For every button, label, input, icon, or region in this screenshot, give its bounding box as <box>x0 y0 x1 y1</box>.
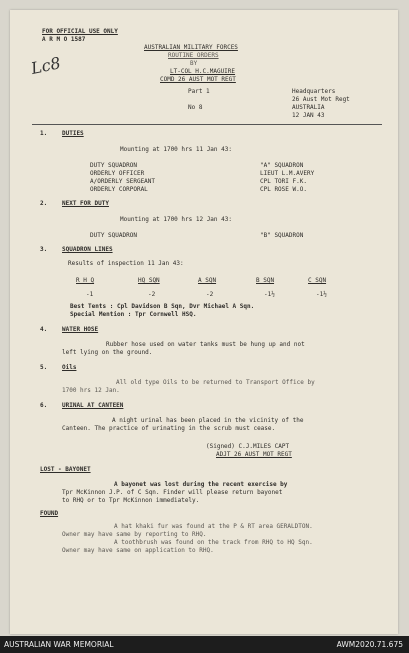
lines-value: -1½ <box>264 291 275 298</box>
section-number: 4. <box>40 326 48 333</box>
section-title-urinal: URINAL AT CANTEEN <box>62 402 124 409</box>
oils-line: All old type Oils to be returned to Transport Office by <box>116 379 315 386</box>
inspection-intro: Results of inspection 11 Jan 43: <box>68 260 184 267</box>
found-line: Owner may have same on application to RHQ. <box>62 547 214 554</box>
best-tents: Best Tents : Cpl Davidson B Sqn, Dvr Michael A Sqn. <box>70 303 255 310</box>
archive-footer <box>0 636 409 653</box>
lines-value: -1 <box>86 291 94 298</box>
section-number: 3. <box>40 246 48 253</box>
routine-orders-title: ROUTINE ORDERS <box>168 52 219 59</box>
lines-value: -2 <box>206 291 214 298</box>
reference-number: A R M O 1587 <box>42 36 86 43</box>
found-line: A hat khaki fur was found at the P & RT area GERALDTON. <box>114 523 313 530</box>
lost-line: A bayonet was lost during the recent exercise by <box>114 481 288 488</box>
lines-header: R H Q <box>76 277 95 284</box>
hq-unit: 26 Aust Mot Regt <box>292 96 350 103</box>
section-title-next-for-duty: NEXT FOR DUTY <box>62 200 109 207</box>
header-divider <box>32 124 382 125</box>
document-page <box>10 10 398 634</box>
section-title-found: FOUND <box>40 510 59 517</box>
next-duty-role: DUTY SQUADRON <box>90 232 137 239</box>
lines-header: A SQN <box>198 277 217 284</box>
signature-appointment: ADJT 26 AUST MOT REGT <box>216 451 292 458</box>
lines-value: -2 <box>148 291 156 298</box>
duty-role: ORDERLY CORPORAL <box>90 186 148 193</box>
lines-header: HQ SQN <box>138 277 160 284</box>
duty-name: CPL TORI F.K. <box>260 178 307 185</box>
section-number: 2. <box>40 200 48 207</box>
country-label: AUSTRALIA <box>292 104 325 111</box>
found-line: Owner may have same by reporting to RHQ. <box>62 531 207 538</box>
duties-intro: Mounting at 1700 hrs 11 Jan 43: <box>120 146 232 153</box>
section-number: 6. <box>40 402 48 409</box>
section-title-oils: Oils <box>62 364 77 371</box>
unit-name: COMD 26 AUST MOT REGT <box>160 76 236 83</box>
special-mention: Special Mention : Tpr Cornwell HSQ. <box>70 311 197 318</box>
lines-value: -1½ <box>316 291 327 298</box>
duty-role: ORDERLY OFFICER <box>90 170 145 177</box>
lines-header: B SQN <box>256 277 275 284</box>
part-label: Part 1 <box>188 88 210 95</box>
next-duty-name: "B" SQUADRON <box>260 232 304 239</box>
water-hose-line: left lying on the ground. <box>62 349 153 356</box>
footer-accession-number: AWM2020.71.675 <box>336 640 403 649</box>
lost-line: to RHQ or to Tpr McKinnon immediately. <box>62 497 200 504</box>
section-title-duties: DUTIES <box>62 130 84 137</box>
oils-line: 1700 hrs 12 Jan. <box>62 387 120 394</box>
duty-role: A/ORDERLY SERGEANT <box>90 178 156 185</box>
urinal-line: A night urinal has been placed in the vicinity of the <box>112 417 304 424</box>
order-date: 12 JAN 43 <box>292 112 325 119</box>
section-number: 1. <box>40 130 48 137</box>
order-number: No 8 <box>188 104 203 111</box>
classification-label: FOR OFFICIAL USE ONLY <box>42 28 118 35</box>
force-title: AUSTRALIAN MILITARY FORCES <box>144 44 238 51</box>
by-label: BY <box>190 60 198 67</box>
handwritten-annotation: Lc8 <box>29 53 63 79</box>
commanding-officer: LT-COL H.C.MAGUIRE <box>170 68 236 75</box>
duty-name: LIEUT L.M.AVERY <box>260 170 315 177</box>
duty-name: "A" SQUADRON <box>260 162 304 169</box>
hq-label: Headquarters <box>292 88 336 95</box>
section-number: 5. <box>40 364 48 371</box>
lost-line: Tpr McKinnon J.P. of C Sqn. Finder will please return bayonet <box>62 489 283 496</box>
urinal-line: Canteen. The practice of urinating in the scrub must cease. <box>62 425 276 432</box>
footer-institution: AUSTRALIAN WAR MEMORIAL <box>4 640 114 649</box>
signature-line: (Signed) C.J.MILES CAPT <box>206 443 290 450</box>
next-duty-intro: Mounting at 1700 hrs 12 Jan 43: <box>120 216 232 223</box>
found-line: A toothbrush was found on the track from RHQ to HQ Sqn. <box>114 539 313 546</box>
lines-header: C SQN <box>308 277 327 284</box>
section-title-water-hose: WATER HOSE <box>62 326 99 333</box>
duty-name: CPL ROSE W.O. <box>260 186 307 193</box>
section-title-squadron-lines: SQUADRON LINES <box>62 246 113 253</box>
water-hose-line: Rubber hose used on water tanks must be hung up and not <box>106 341 305 348</box>
section-title-lost: LOST - BAYONET <box>40 466 91 473</box>
duty-role: DUTY SQUADRON <box>90 162 137 169</box>
